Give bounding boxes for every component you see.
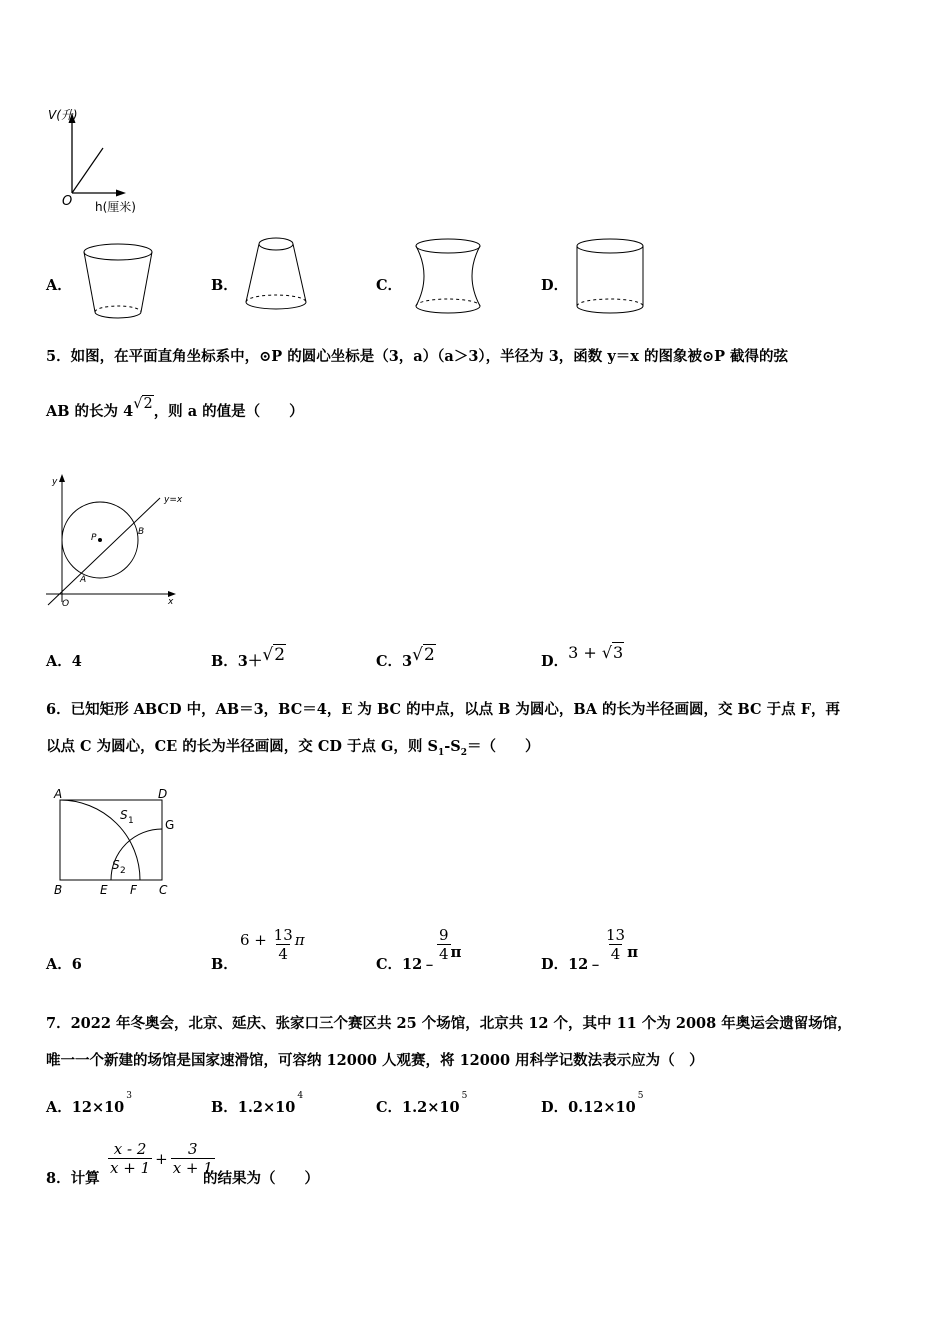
svg-text:S: S xyxy=(112,858,120,872)
svg-text:A: A xyxy=(54,787,63,801)
svg-text:B: B xyxy=(54,883,63,897)
q5-stem-sqrt: √2 xyxy=(133,396,153,412)
q8-prefix: 8．计算 xyxy=(46,1170,100,1187)
svg-text:2: 2 xyxy=(120,866,126,876)
q4-option-b-label[interactable]: B． xyxy=(211,277,238,294)
q5-option-a[interactable]: A．4 xyxy=(46,653,82,670)
q4-option-d-label[interactable]: D． xyxy=(541,277,569,294)
x-axis-label: h(厘米) xyxy=(95,200,136,214)
q4-option-a-label[interactable]: A． xyxy=(46,277,72,294)
q5-stem-prefix: AB 的长为 4 xyxy=(46,403,134,420)
q6-option-b-expr[interactable]: 6 + $\frac{13}{4}$ π xyxy=(240,926,305,963)
q6-option-a[interactable]: A．6 xyxy=(46,956,82,973)
q4-option-d-cup[interactable] xyxy=(574,234,654,324)
q6-stem-line1: 6．已知矩形 ABCD 中，AB＝3，BC＝4，E 为 BC 的中点，以点 B 为圆心，BA 的长为半径画圆，交 BC 于点 F，再 xyxy=(46,701,840,718)
q7-stem-line1: 7．2022 年冬奥会，北京、延庆、张家口三个赛区共 25 个场馆，北京共 12 个，其中 11 个为 2008 年奥运会遗留场馆， xyxy=(46,1015,852,1032)
origin-label: O xyxy=(62,194,73,209)
q5-stem-line2 xyxy=(46,396,304,421)
q5-option-c[interactable]: C．3√2 xyxy=(376,645,435,670)
svg-text:F: F xyxy=(130,883,137,897)
svg-text:y=x: y=x xyxy=(164,495,183,505)
q6-option-c[interactable]: C．12﹣ xyxy=(376,956,437,973)
svg-text:1: 1 xyxy=(128,816,134,826)
q7-option-d[interactable]: D．$0.12\times 10^5$ xyxy=(541,1091,644,1116)
q4-option-a-cup[interactable] xyxy=(78,236,158,326)
q5-stem-suffix: ，则 a 的值是（ ） xyxy=(153,403,304,420)
svg-text:E: E xyxy=(100,883,108,897)
q6-stem-line2: 以点 C 为圆心，CE 的长为半径画圆，交 CD 于点 G，则 $S_1-S_2=$（ ） xyxy=(46,738,540,758)
q6-option-b[interactable]: B． xyxy=(211,956,238,973)
volume-height-graph xyxy=(40,105,150,220)
y-axis-label: V(升) xyxy=(48,108,78,122)
q6-rectangle-figure xyxy=(48,782,188,902)
q4-option-b-cup[interactable] xyxy=(240,232,320,322)
q6-option-d[interactable]: D．12﹣ xyxy=(541,956,603,973)
q4-option-c-label[interactable]: C． xyxy=(376,277,403,294)
q5-option-b[interactable]: B．3＋√2 xyxy=(211,645,286,670)
q7-option-c[interactable]: C．$1.2\times 10^5$ xyxy=(376,1091,468,1116)
svg-text:x: x xyxy=(168,597,174,607)
svg-text:y: y xyxy=(52,477,58,487)
q8-suffix: 的结果为（ ） xyxy=(203,1170,319,1187)
q5-circle-figure xyxy=(40,470,185,610)
q7-option-a[interactable]: A．$12\times 10^3$ xyxy=(46,1091,133,1116)
q5-option-d[interactable]: D．3 + √3 xyxy=(541,643,624,670)
q6-option-d-frac[interactable]: $\frac{13}{4}$ π xyxy=(606,926,639,963)
svg-text:G: G xyxy=(165,818,175,832)
q7-stem-line2: 唯一一个新建的场馆是国家速滑馆，可容纳 12000 人观赛，将 12000 用科学记数法表示应为（ ） xyxy=(46,1052,704,1069)
svg-text:B: B xyxy=(138,527,145,537)
q7-option-b[interactable]: B．$1.2\times 10^4$ xyxy=(211,1091,304,1116)
x-axis-arrow xyxy=(116,190,126,197)
svg-text:C: C xyxy=(159,883,168,897)
graph-line xyxy=(72,148,103,193)
svg-text:A: A xyxy=(80,575,87,585)
q8-expression: $\frac{x - 2}{x + 1}$ + $\frac{3}{x + 1}$ xyxy=(110,1140,213,1177)
q6-option-c-frac[interactable]: $\frac{9}{4}$ π xyxy=(439,926,462,963)
svg-text:P: P xyxy=(91,533,97,543)
svg-text:S: S xyxy=(120,808,128,822)
q5-stem-line1: 5．如图，在平面直角坐标系中，⊙P 的圆心坐标是（3，a）（a＞3），半径为 3，函数 y＝x 的图象被⊙P 截得的弦 xyxy=(46,348,789,365)
svg-text:O: O xyxy=(62,599,70,609)
svg-text:D: D xyxy=(158,787,168,801)
q4-option-c-cup[interactable] xyxy=(408,234,488,324)
